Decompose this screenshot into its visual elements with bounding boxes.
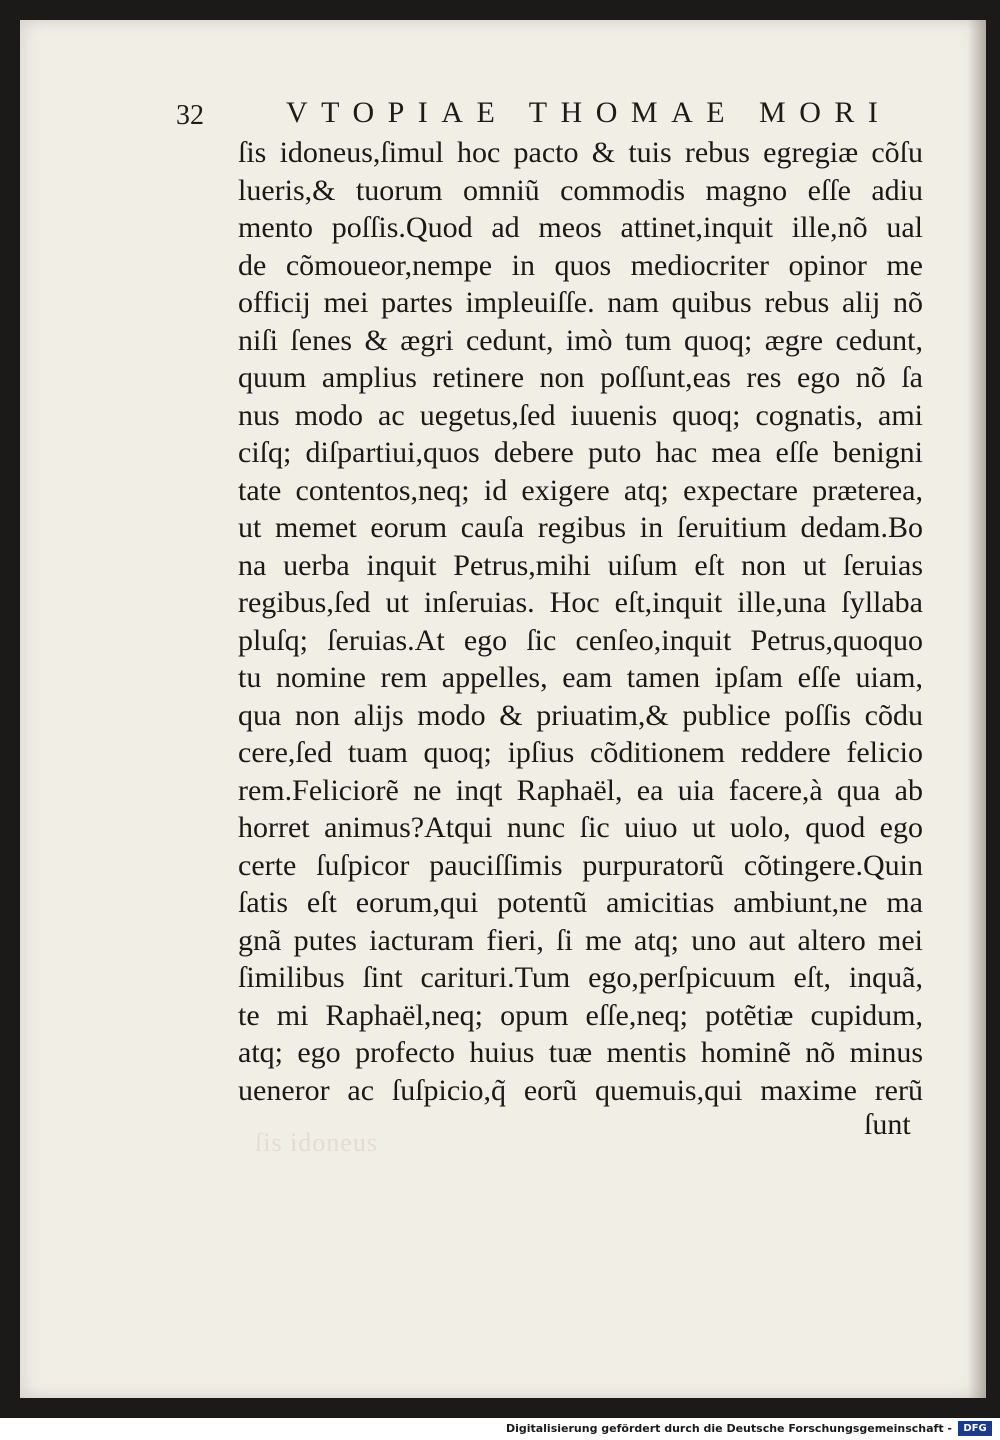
- text-line: lueris,& tuorum omniũ commodis magno eſſe adiu: [238, 173, 923, 207]
- text-line: te mi Raphaël,neq; opum eſſe,neq; potẽtiæ cupidum,: [238, 998, 923, 1032]
- page-number: 32: [176, 100, 204, 131]
- body-text: [238, 134, 923, 1109]
- show-through-text: ſis idoneus: [255, 1128, 378, 1157]
- text-line: ut memet eorum cauſa regibus in ſeruitium dedam.Bo: [238, 511, 923, 544]
- digitization-footer: [0, 1418, 1000, 1440]
- text-line: qua non alijs modo & priuatim,& publice poſſis cõdu: [238, 698, 923, 732]
- page-edge-shadow: [968, 20, 986, 1398]
- text-line: ueneror ac ſuſpicio,q̃ eorũ quemuis,qui maxime rerũ: [238, 1073, 923, 1107]
- text-line: ſatis eſt eorum,qui potentũ amicitias ambiunt,ne ma: [238, 886, 923, 919]
- catchword: ſunt: [864, 1108, 911, 1141]
- text-line: na uerba inquit Petrus,mihi uiſum eſt non ut ſeruias: [238, 548, 923, 582]
- text-line: pluſq; ſeruias.At ego ſic cenſeo,inquit Petrus,quoquo: [238, 623, 923, 657]
- funding-notice: Digitalisierung gefördert durch die Deutsche Forschungsgemeinschaft -: [505, 1422, 952, 1435]
- running-head: VTOPIAE THOMAE MORI: [286, 96, 892, 129]
- text-line: de cõmoueor,nempe in quos mediocriter opinor me: [238, 248, 923, 282]
- text-line: certe ſuſpicor pauciſſimis purpuratorũ cõtingere.Quin: [238, 848, 923, 882]
- text-line: cere,ſed tuam quoq; ipſius cõditionem reddere felicio: [238, 736, 923, 769]
- text-line: regibus,ſed ut inſeruias. Hoc eſt,inquit ille,una ſyllaba: [238, 586, 923, 619]
- text-line: atq; ego profecto huius tuæ mentis hominẽ nõ minus: [238, 1036, 923, 1069]
- text-line: mento poſſis.Quod ad meos attinet,inquit ille,nõ ual: [238, 211, 923, 244]
- text-line: tu nomine rem appelles, eam tamen ipſam eſſe uiam,: [238, 661, 923, 694]
- text-line: rem.Feliciorẽ ne inqt Raphaël, ea uia facere,à qua ab: [238, 773, 923, 807]
- dfg-logo: DFG: [958, 1421, 992, 1436]
- text-line: gnã putes iacturam fieri, ſi me atq; uno aut altero mei: [238, 923, 923, 957]
- text-line: ciſq; diſpartiui,quos debere puto hac mea eſſe benigni: [238, 436, 923, 469]
- text-line: ſimilibus ſint carituri.Tum ego,perſpicuum eſt, inquã,: [238, 961, 923, 994]
- text-line: quum amplius retinere non poſſunt,eas res ego nõ ſa: [238, 361, 923, 394]
- text-line: niſi ſenes & ægri cedunt, imò tum quoq; ægre cedunt,: [238, 323, 923, 357]
- text-line: ſis idoneus,ſimul hoc pacto & tuis rebus egregiæ cõſu: [238, 136, 923, 169]
- text-line: officij mei partes impleuiſſe. nam quibus rebus alij nõ: [238, 286, 923, 319]
- text-line: tate contentos,neq; id exigere atq; expectare præterea,: [238, 473, 923, 507]
- text-line: horret animus?Atqui nunc ſic uiuo ut uolo, quod ego: [238, 811, 923, 844]
- text-line: nus modo ac uegetus,ſed iuuenis quoq; cognatis, ami: [238, 398, 923, 432]
